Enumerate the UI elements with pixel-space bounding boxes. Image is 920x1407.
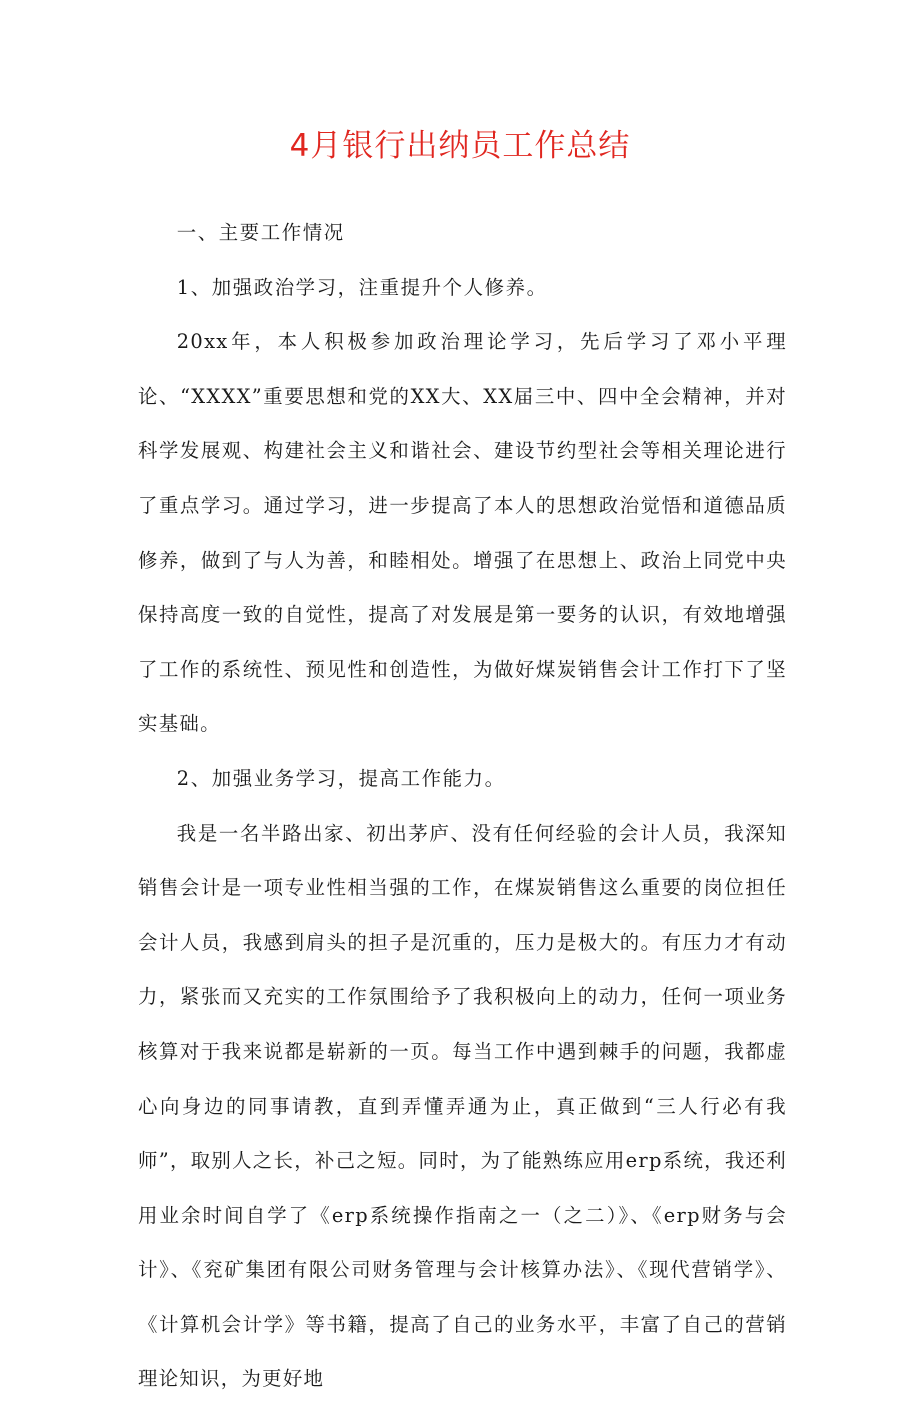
paragraph-business-study: 我是一名半路出家、初出茅庐、没有任何经验的会计人员，我深知销售会计是一项专业性相当强的工作，在煤炭销售这么重要的岗位担任会计人员，我感到肩头的担子是沉重的，压力是极大的。有压力才有动力，紧张而又充实的工作氛围给予了我积极向上的动力，任何一项业务核算对于我来说都是崭新的一页。每当工作中遇到棘手的问题，我都虚心向身边的同事请教，直到弄懂弄通为止，真正做到“三人行必有我师”，取别人之长，补己之短。同时，为了能熟练应用erp系统，我还利用业余时间自学了《erp系统操作指南之一（之二）》、《erp财务与会计》、《兖矿集团有限公司财务管理与会计核算办法》、《现代营销学》、《计算机会计学》等书籍，提高了自己的业务水平，丰富了自己的营销理论知识，为更好地 <box>138 821 787 1391</box>
section-heading: 一、主要工作情况 <box>176 221 345 244</box>
document-title: 4月银行出纳员工作总结 <box>289 128 631 164</box>
subsection-heading-2: 2、加强业务学习，提高工作能力。 <box>176 766 506 790</box>
paragraph-political-study: 20xx年，本人积极参加政治理论学习，先后学习了邓小平理论、“XXXX”重要思想和党的XX大、XX届三中、四中全会精神，并对科学发展观、构建社会主义和谐社会、建设节约型社会等相关理论进行了重点学习。通过学习，进一步提高了本人的思想政治觉悟和道德品质修养，做到了与人为善，和睦相处。增强了在思想上、政治上同党中央保持高度一致的自觉性，提高了对发展是第一要务的认识，有效地增强了工作的系统性、预见性和创造性，为做好煤炭销售会计工作打下了坚实基础。 <box>138 330 787 736</box>
subsection-heading-1: 1、加强政治学习，注重提升个人修养。 <box>176 275 548 299</box>
document-body <box>138 206 787 1407</box>
